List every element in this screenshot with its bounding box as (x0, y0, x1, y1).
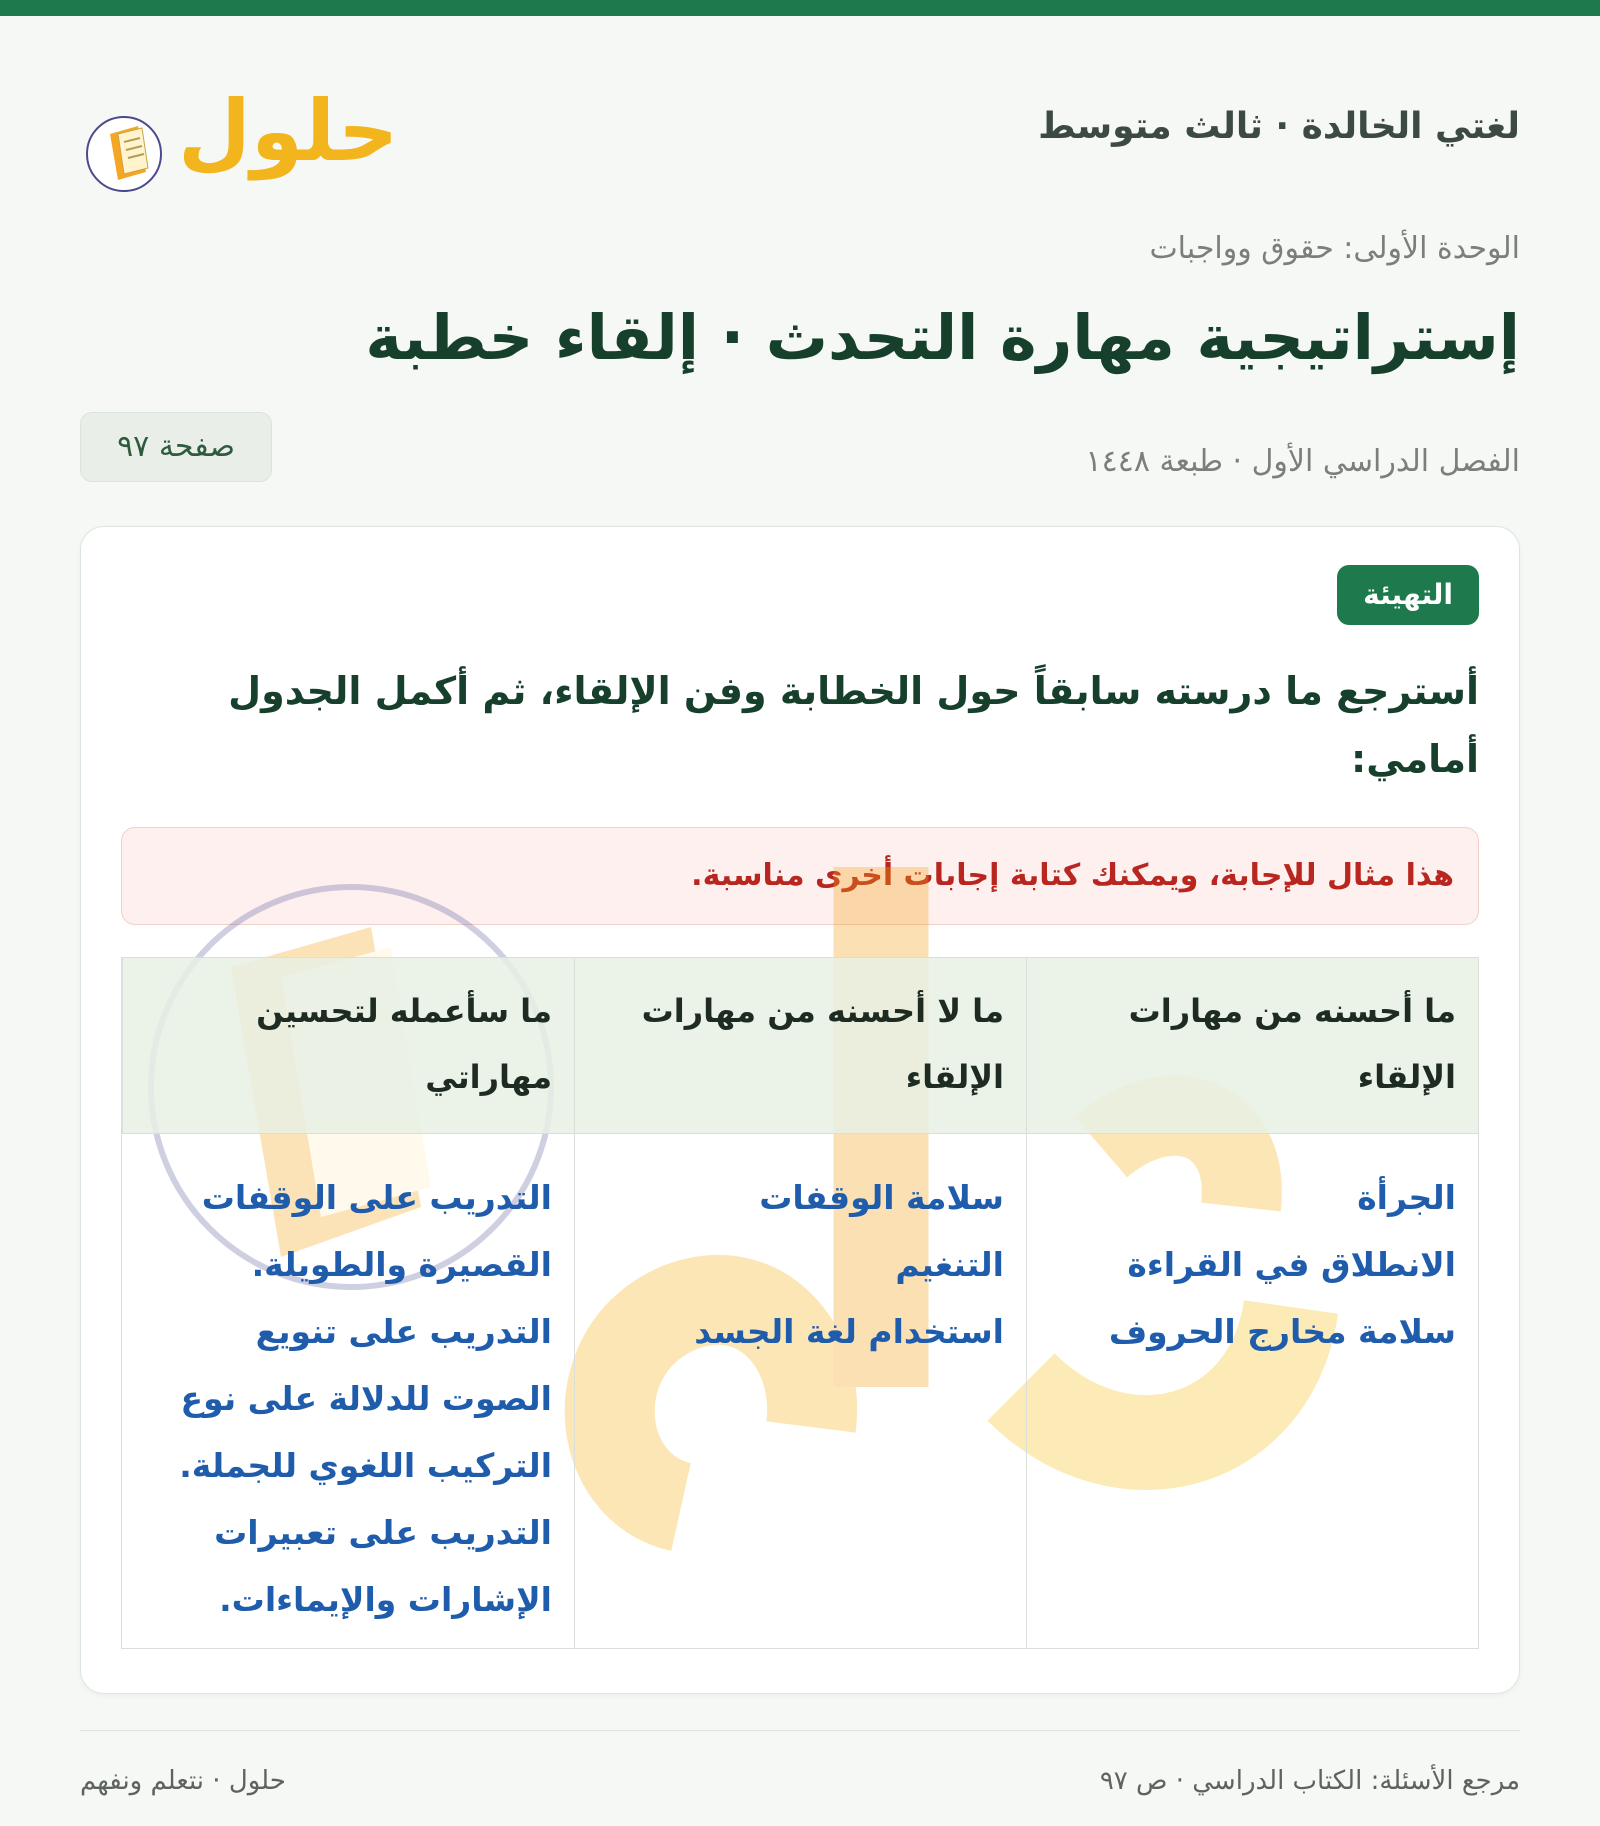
table-cell-weak-skills (574, 1134, 1026, 1648)
answer-note-text: هذا مثال للإجابة، ويمكنك كتابة إجابات أخرى مناسبة. (691, 858, 1454, 893)
table-header-cell: ما لا أحسنه من مهارات الإلقاء (574, 958, 1026, 1134)
answer-item: التنغيم (895, 1245, 1004, 1284)
footer-brand[interactable]: حلول · نتعلم ونفهم (80, 1766, 286, 1796)
answer-note (121, 827, 1479, 925)
answer-item: سلامة مخارج الحروف (1108, 1312, 1456, 1351)
top-accent-bar (0, 0, 1600, 16)
answer-item: استخدام لغة الجسد (694, 1312, 1004, 1351)
footer-divider (80, 1730, 1520, 1731)
lesson-title: إستراتيجية مهارة التحدث · إلقاء خطبة (365, 301, 1520, 374)
logo[interactable] (80, 68, 399, 198)
answer-item: التدريب على تعبيرات الإشارات والإيماءات. (214, 1513, 552, 1619)
table-header-cell: ما سأعمله لتحسين مهاراتي (122, 958, 574, 1134)
answer-item: التدريب على الوقفات القصيرة والطويلة. (201, 1178, 552, 1284)
logo-text: حلول (178, 82, 399, 180)
question-text: أسترجع ما درسته سابقاً حول الخطابة وفن الإلقاء، ثم أكمل الجدول أمامي: (228, 669, 1479, 781)
exercise-card (80, 526, 1520, 1694)
table-header-cell: ما أحسنه من مهارات الإلقاء (1026, 958, 1478, 1134)
page (80, 16, 1520, 1796)
answer-item: الانطلاق في القراءة (1127, 1245, 1456, 1284)
lesson-meta: الفصل الدراسي الأول · طبعة ١٤٤٨ (1085, 444, 1520, 479)
table-cell-good-skills (1026, 1134, 1478, 1648)
header (80, 16, 1520, 216)
subject-title: لغتي الخالدة · ثالث متوسط (1038, 106, 1520, 147)
answer-item: الجرأة (1357, 1178, 1456, 1217)
skills-table (121, 957, 1479, 1649)
table-cell-improvement-plan (122, 1134, 574, 1648)
footer-reference: مرجع الأسئلة: الكتاب الدراسي · ص ٩٧ (1099, 1766, 1520, 1796)
page-number-badge: صفحة ٩٧ (80, 412, 272, 482)
section-tag: التهيئة (1337, 565, 1479, 625)
unit-label: الوحدة الأولى: حقوق وواجبات (1149, 231, 1520, 266)
answer-item: سلامة الوقفات (759, 1178, 1004, 1217)
answer-item: التدريب على تنويع الصوت للدلالة على نوع التركيب اللغوي للجملة. (179, 1312, 552, 1485)
